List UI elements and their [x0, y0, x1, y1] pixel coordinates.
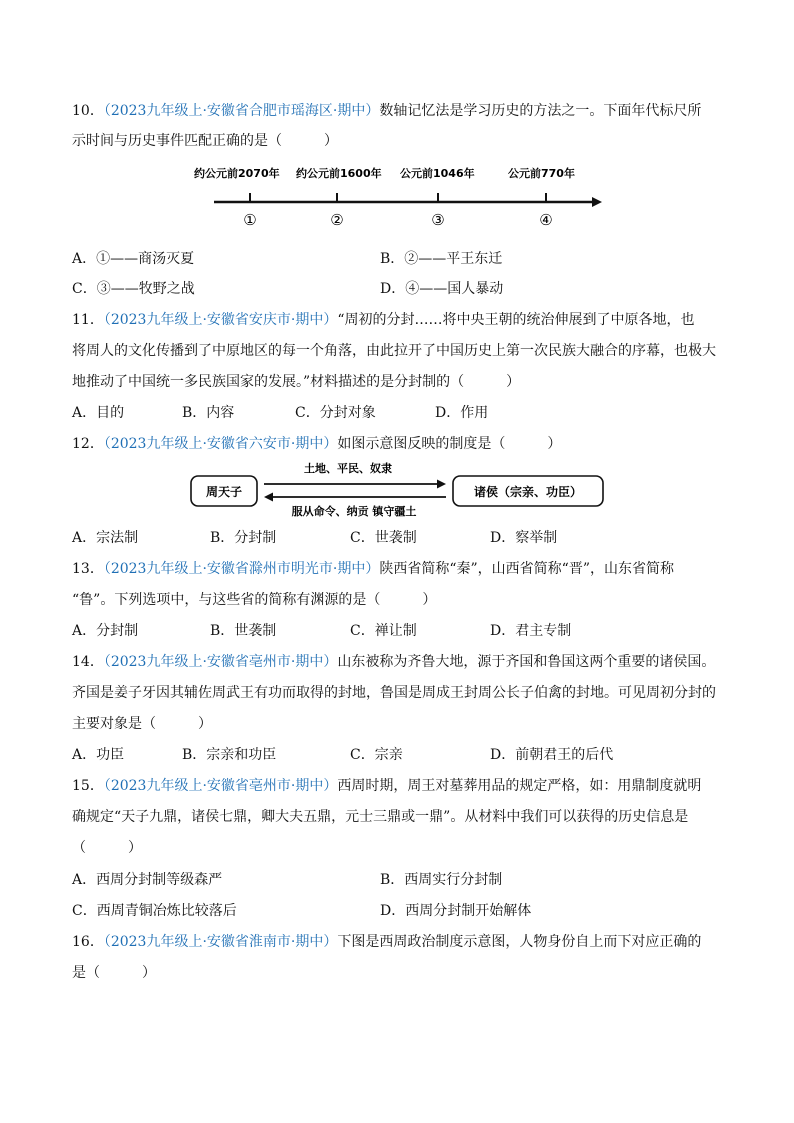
- fengjian-diagram: [188, 460, 608, 520]
- q12-stem-line-1: [72, 435, 561, 453]
- timeline-label-2: 约公元前1600年: [296, 167, 382, 180]
- timeline-marker-4: ④: [539, 211, 553, 229]
- question-number: 12．: [72, 436, 104, 452]
- q11-stem-line-2: 将周人的文化传播到了中原地区的每一个角落，由此拉开了中国历史上第一次民族大融合的序幕，也极大: [72, 343, 716, 359]
- question-text: 数轴记忆法是学习历史的方法之一。下面年代标尺所: [379, 103, 702, 119]
- q11-option-b: B．内容: [182, 405, 235, 421]
- timeline-label-4: 公元前770年: [508, 167, 575, 180]
- q15-option-b: B．西周实行分封制: [380, 872, 503, 888]
- timeline-marker-2: ②: [330, 211, 344, 229]
- q10-option-a: A．①——商汤灭夏: [72, 251, 195, 267]
- question-source: （2023九年级上·安徽省淮南市·期中）: [103, 934, 338, 950]
- question-number: 13．: [72, 561, 104, 577]
- q10-option-d: D．④——国人暴动: [380, 281, 504, 297]
- timeline-marker-1: ①: [243, 211, 257, 229]
- question-source: （2023九年级上·安徽省合肥市瑶海区·期中）: [103, 103, 380, 119]
- timeline-label-3: 公元前1046年: [400, 167, 475, 180]
- diagram-box-zhou-king-label: 周天子: [205, 485, 243, 499]
- question-text: 下图是西周政治制度示意图，人物身份自上而下对应正确的: [337, 934, 702, 950]
- q10-option-c: C．③——牧野之战: [72, 281, 195, 297]
- question-number: 10．: [72, 103, 104, 119]
- q12-option-c: C．世袭制: [350, 530, 417, 546]
- q15-option-d: D．西周分封制开始解体: [380, 903, 532, 919]
- q14-option-a: A．功臣: [72, 747, 125, 763]
- q13-stem-line-1: [72, 560, 674, 578]
- question-text: 西周时期，周王对墓葬用品的规定严格，如：用鼎制度就明: [337, 778, 702, 794]
- q16-stem-line-1: [72, 933, 701, 951]
- q13-option-a: A．分封制: [72, 623, 139, 639]
- q14-stem-line-3: 主要对象是（ ）: [72, 716, 212, 732]
- question-number: 14．: [72, 654, 104, 670]
- q10-stem-line-1: [72, 102, 701, 120]
- question-text: “周初的分封……将中央王朝的统治伸展到了中原各地，也: [337, 312, 695, 328]
- timeline-figure: [190, 160, 610, 232]
- q14-option-d: D．前朝君王的后代: [490, 747, 614, 763]
- question-source: （2023九年级上·安徽省滁州市明光市·期中）: [103, 561, 380, 577]
- question-source: （2023九年级上·安徽省亳州市·期中）: [103, 654, 338, 670]
- question-text: 山东被称为齐鲁大地，源于齐国和鲁国这两个重要的诸侯国。: [337, 654, 716, 670]
- q14-option-c: C．宗亲: [350, 747, 403, 763]
- question-text: 如图示意图反映的制度是（ ）: [337, 436, 562, 452]
- q15-option-c: C．西周青铜冶炼比较落后: [72, 903, 237, 919]
- q10-stem-line-2: 示时间与历史事件匹配正确的是（ ）: [72, 133, 338, 149]
- q14-stem-line-1: [72, 653, 715, 671]
- diagram-arrowhead-right: [437, 480, 446, 489]
- question-text: 陕西省简称“秦”，山西省简称“晋”，山东省简称: [379, 561, 674, 577]
- diagram-bottom-arrow-label: 服从命令、纳贡 镇守疆土: [291, 505, 417, 518]
- question-source: （2023九年级上·安徽省六安市·期中）: [103, 436, 338, 452]
- timeline-label-1: 约公元前2070年: [194, 167, 280, 180]
- diagram-box-vassals-label: 诸侯（宗亲、功臣）: [473, 485, 583, 499]
- q11-stem-line-3: 地推动了中国统一多民族国家的发展。”材料描述的是分封制的（ ）: [72, 374, 521, 390]
- q15-stem-line-2: 确规定“天子九鼎，诸侯七鼎，卿大夫五鼎，元士三鼎或一鼎”。从材料中我们可以获得的历史信息是: [72, 809, 689, 825]
- question-source: （2023九年级上·安徽省亳州市·期中）: [103, 778, 338, 794]
- diagram-arrowhead-left: [264, 493, 273, 502]
- q11-option-c: C．分封对象: [295, 405, 376, 421]
- q13-option-c: C．禅让制: [350, 623, 417, 639]
- diagram-top-arrow-label: 土地、平民、奴隶: [304, 462, 392, 475]
- q10-option-b: B．②——平王东迁: [380, 251, 503, 267]
- q16-stem-line-2: 是（ ）: [72, 965, 156, 981]
- question-source: （2023九年级上·安徽省安庆市·期中）: [103, 312, 338, 328]
- question-number: 11．: [72, 312, 104, 328]
- question-number: 15．: [72, 778, 104, 794]
- q12-option-b: B．分封制: [210, 530, 277, 546]
- q12-option-d: D．察举制: [490, 530, 558, 546]
- timeline-arrowhead: [592, 197, 602, 207]
- q11-stem-line-1: [72, 311, 695, 329]
- q14-option-b: B．宗亲和功臣: [182, 747, 277, 763]
- timeline-marker-3: ③: [431, 211, 445, 229]
- q13-option-b: B．世袭制: [210, 623, 277, 639]
- q12-option-a: A．宗法制: [72, 530, 139, 546]
- question-number: 16．: [72, 934, 104, 950]
- q13-stem-line-2: “鲁”。下列选项中，与这些省的简称有渊源的是（ ）: [72, 592, 437, 608]
- q14-stem-line-2: 齐国是姜子牙因其辅佐周武王有功而取得的封地，鲁国是周成王封周公长子伯禽的封地。可见周初分封的: [72, 685, 716, 701]
- q11-option-a: A．目的: [72, 405, 125, 421]
- q13-option-d: D．君主专制: [490, 623, 572, 639]
- q15-option-a: A．西周分封制等级森严: [72, 872, 223, 888]
- q15-stem-line-3: （ ）: [72, 840, 142, 856]
- q15-stem-line-1: [72, 777, 701, 795]
- q11-option-d: D．作用: [435, 405, 489, 421]
